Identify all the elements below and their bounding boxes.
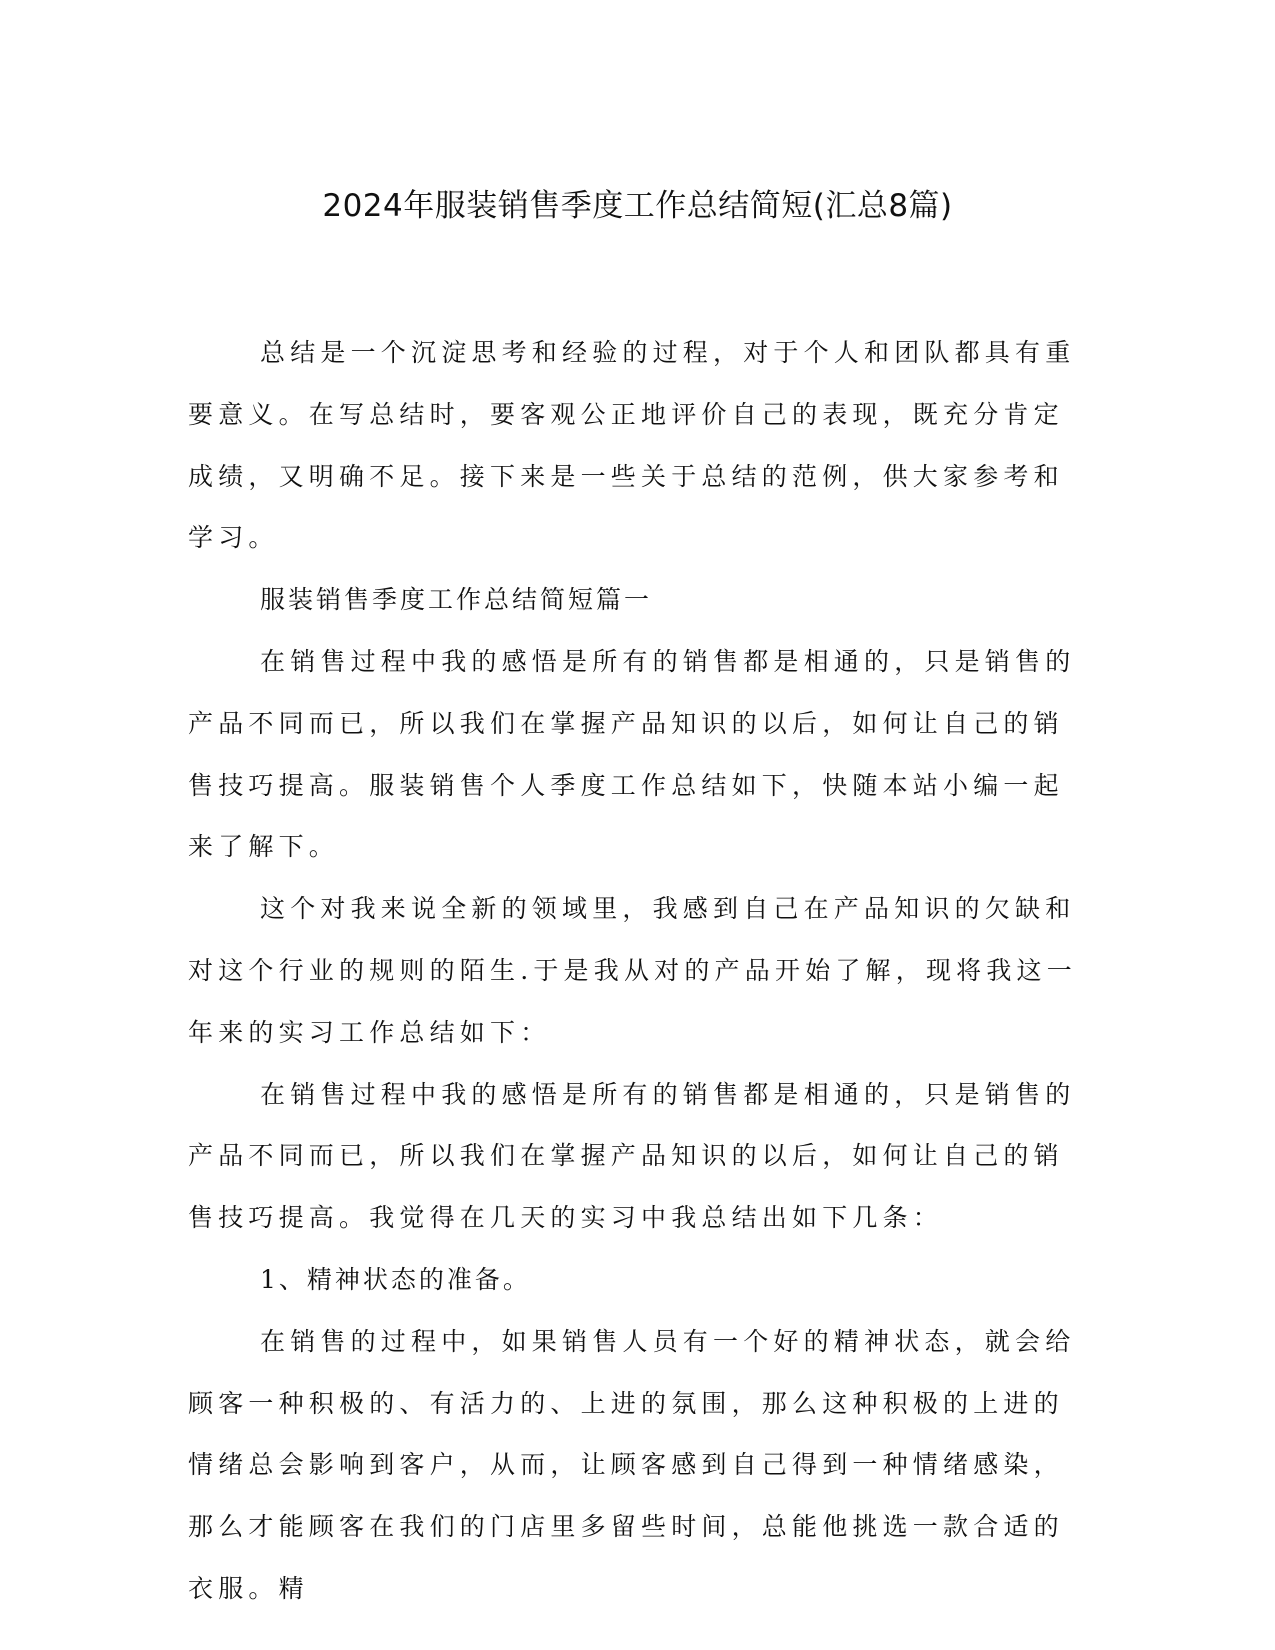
numbered-subheading: 1、精神状态的准备。 xyxy=(260,1264,531,1294)
section-heading: 服装销售季度工作总结简短篇一 xyxy=(260,585,653,615)
document-title: 2024年服装销售季度工作总结简短(汇总8篇) xyxy=(322,188,953,224)
body-paragraph: 在销售过程中我的感悟是所有的销售都是相通的，只是销售的产品不同而已，所以我们在掌握产品知识的以后，如何让自己的销售技巧提高。我觉得在几天的实习中我总结出如下几条： xyxy=(188,1079,1076,1233)
document-body xyxy=(188,322,1078,1620)
body-paragraph: 在销售过程中我的感悟是所有的销售都是相通的，只是销售的产品不同而已，所以我们在掌握产品知识的以后，如何让自己的销售技巧提高。服装销售个人季度工作总结如下，快随本站小编一起来了解下。 xyxy=(188,646,1076,862)
intro-paragraph: 总结是一个沉淀思考和经验的过程，对于个人和团队都具有重要意义。在写总结时，要客观公正地评价自己的表现，既充分肯定成绩，又明确不足。接下来是一些关于总结的范例，供大家参考和学习。 xyxy=(188,338,1076,553)
body-paragraph: 这个对我来说全新的领域里，我感到自己在产品知识的欠缺和对这个行业的规则的陌生.于是我从对的产品开始了解，现将我这一年来的实习工作总结如下： xyxy=(188,894,1077,1047)
body-paragraph: 在销售的过程中，如果销售人员有一个好的精神状态，就会给顾客一种积极的、有活力的、上进的氛围，那么这种积极的上进的情绪总会影响到客户，从而，让顾客感到自己得到一种情绪感染，那么才能顾客在我们的门店里多留些时间，总能他挑选一款合适的衣服。精 xyxy=(188,1326,1076,1603)
